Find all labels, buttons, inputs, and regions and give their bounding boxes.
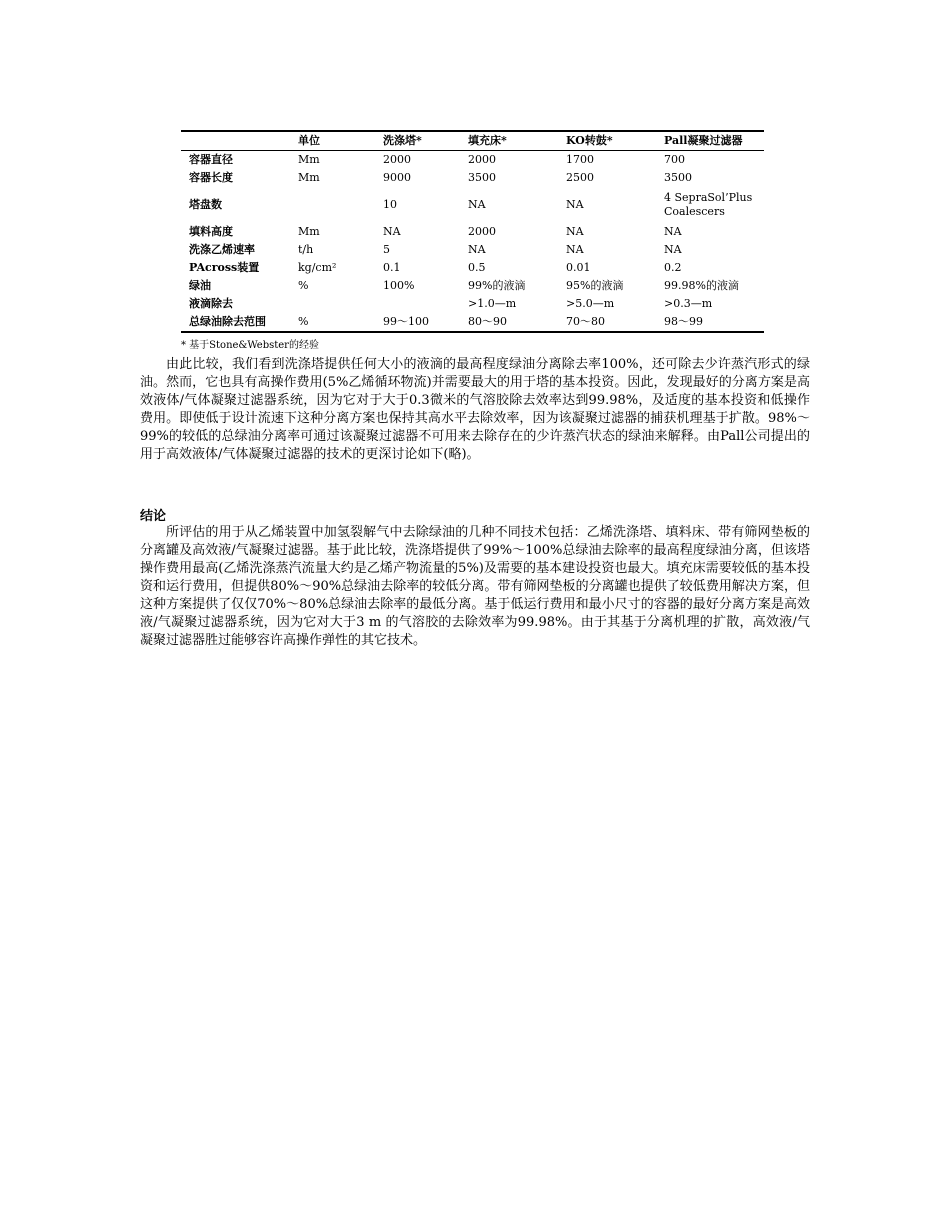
table-header-cell: 单位 <box>298 134 320 147</box>
row-label: 总绿油除去范围 <box>189 315 266 328</box>
table-cell: 4 SepraSol’Plus Coalescers <box>664 191 753 218</box>
table-cell <box>298 295 383 313</box>
table-header-cell: Pall凝聚过滤器 <box>664 134 743 147</box>
table-cell: NA <box>566 225 584 238</box>
table-cell: NA <box>664 225 682 238</box>
table-cell: 99～100 <box>383 315 429 328</box>
table-header-cell: 洗涤塔* <box>383 134 422 147</box>
table-cell: 95%的液滴 <box>566 279 624 292</box>
table-cell: 100% <box>383 279 415 292</box>
row-label: 容器长度 <box>189 171 233 184</box>
table-cell: 3500 <box>468 171 496 184</box>
table-cell: 2500 <box>566 171 594 184</box>
row-label: 洗涤乙烯速率 <box>189 243 255 256</box>
table-cell: NA <box>664 243 682 256</box>
table-cell: kg/cm² <box>298 261 337 274</box>
table-cell <box>383 295 468 313</box>
table-row <box>181 295 764 313</box>
table-cell: Mm <box>298 153 320 166</box>
row-label: 容器直径 <box>189 153 233 166</box>
table-header-row <box>181 131 764 151</box>
paragraph-conclusion: 所评估的用于从乙烯装置中加氢裂解气中去除绿油的几种不同技术包括：乙烯洗涤塔、填料床、带有筛网垫板的分离罐及高效液/气凝聚过滤器。基于此比较，洗涤塔提供了99%～100%总绿油去除率的最高程度绿油分离，但该塔操作费用最高(乙烯洗涤蒸汽流量大约是乙烯产物流量的5%)及需要的基本建设投资也最大。填充床需要较低的基本投资和运行费用，但提供80%～90%总绿油去除率的较低分离。带有筛网垫板的分离罐也提供了较低费用解决方案，但这种方案提供了仅仅70%～80%总绿油去除率的最低分离。基于低运行费用和最小尺寸的容器的最好分离方案是高效液/气凝聚过滤器系统，因为它对大于3 m 的气溶胶的去除效率为99.98%。由于其基于分离机理的扩散，高效液/气凝聚过滤器胜过能够容许高操作弹性的其它技术。 <box>140 525 810 648</box>
row-label: 绿油 <box>189 279 211 292</box>
table-header-cell: 填充床* <box>468 134 507 147</box>
table-cell: 700 <box>664 153 685 166</box>
table-cell: 0.2 <box>664 261 682 274</box>
table-cell: 0.01 <box>566 261 591 274</box>
table-cell: 98～99 <box>664 315 703 328</box>
table-cell: 2000 <box>468 225 496 238</box>
table-cell: >0.3—m <box>664 297 713 310</box>
table-cell: 70～80 <box>566 315 605 328</box>
comparison-table <box>181 130 764 333</box>
table-cell: Mm <box>298 171 320 184</box>
table-cell: 99.98%的液滴 <box>664 279 739 292</box>
table-cell: 5 <box>383 243 390 256</box>
table-cell: >1.0—m <box>468 297 517 310</box>
table-header-cell: KO转鼓* <box>566 134 613 147</box>
table-cell: NA <box>566 198 584 211</box>
row-label: PAcross装置 <box>189 261 260 274</box>
table-cell: 9000 <box>383 171 411 184</box>
row-label: 塔盘数 <box>189 198 222 211</box>
table-header-cell <box>181 131 298 151</box>
paragraph-comparison: 由此比较，我们看到洗涤塔提供任何大小的液滴的最高程度绿油分离除去率100%，还可除去少许蒸汽形式的绿油。然而，它也具有高操作费用(5%乙烯循环物流)并需要最大的用于塔的基本投资。因此，发现最好的分离方案是高效液体/气体凝聚过滤器系统，因为它对于大于0.3微米的气溶胶除去效率达到99.98%，及适度的基本投资和低操作费用。即使低于设计流速下这种分离方案也保持其高水平去除效率，因为该凝聚过滤器的捕获机理基于扩散。98%～99%的较低的总绿油分离率可通过该凝聚过滤器不可用来去除存在的少许蒸汽状态的绿油来解释。由Pall公司提出的用于高效液体/气体凝聚过滤器的技术的更深讨论如下(略)。 <box>140 357 810 462</box>
table-footnote: * 基于Stone&Webster的经验 <box>181 340 319 351</box>
table-cell: 2000 <box>468 153 496 166</box>
table-row <box>181 277 764 295</box>
comparison-table-container <box>181 130 764 351</box>
table-row <box>181 151 764 170</box>
table-cell: 10 <box>383 198 397 211</box>
table-cell: 80～90 <box>468 315 507 328</box>
table-cell: 0.5 <box>468 261 486 274</box>
table-cell: 3500 <box>664 171 692 184</box>
table-row <box>181 313 764 332</box>
table-cell: >5.0—m <box>566 297 615 310</box>
table-cell: % <box>298 315 309 328</box>
section-heading-conclusion: 结论 <box>140 509 167 524</box>
table-row <box>181 223 764 241</box>
table-cell <box>298 187 383 223</box>
table-row <box>181 187 764 223</box>
table-cell: NA <box>383 225 401 238</box>
table-cell: t/h <box>298 243 314 256</box>
table-cell: NA <box>468 243 486 256</box>
table-row <box>181 259 764 277</box>
row-label: 液滴除去 <box>189 297 233 310</box>
table-cell: 0.1 <box>383 261 401 274</box>
table-cell: 2000 <box>383 153 411 166</box>
row-label: 填料高度 <box>189 225 233 238</box>
table-cell: % <box>298 279 309 292</box>
table-row <box>181 241 764 259</box>
table-cell: 99%的液滴 <box>468 279 526 292</box>
table-row <box>181 169 764 187</box>
table-cell: 1700 <box>566 153 594 166</box>
table-cell: Mm <box>298 225 320 238</box>
table-cell: NA <box>566 243 584 256</box>
table-cell: NA <box>468 198 486 211</box>
